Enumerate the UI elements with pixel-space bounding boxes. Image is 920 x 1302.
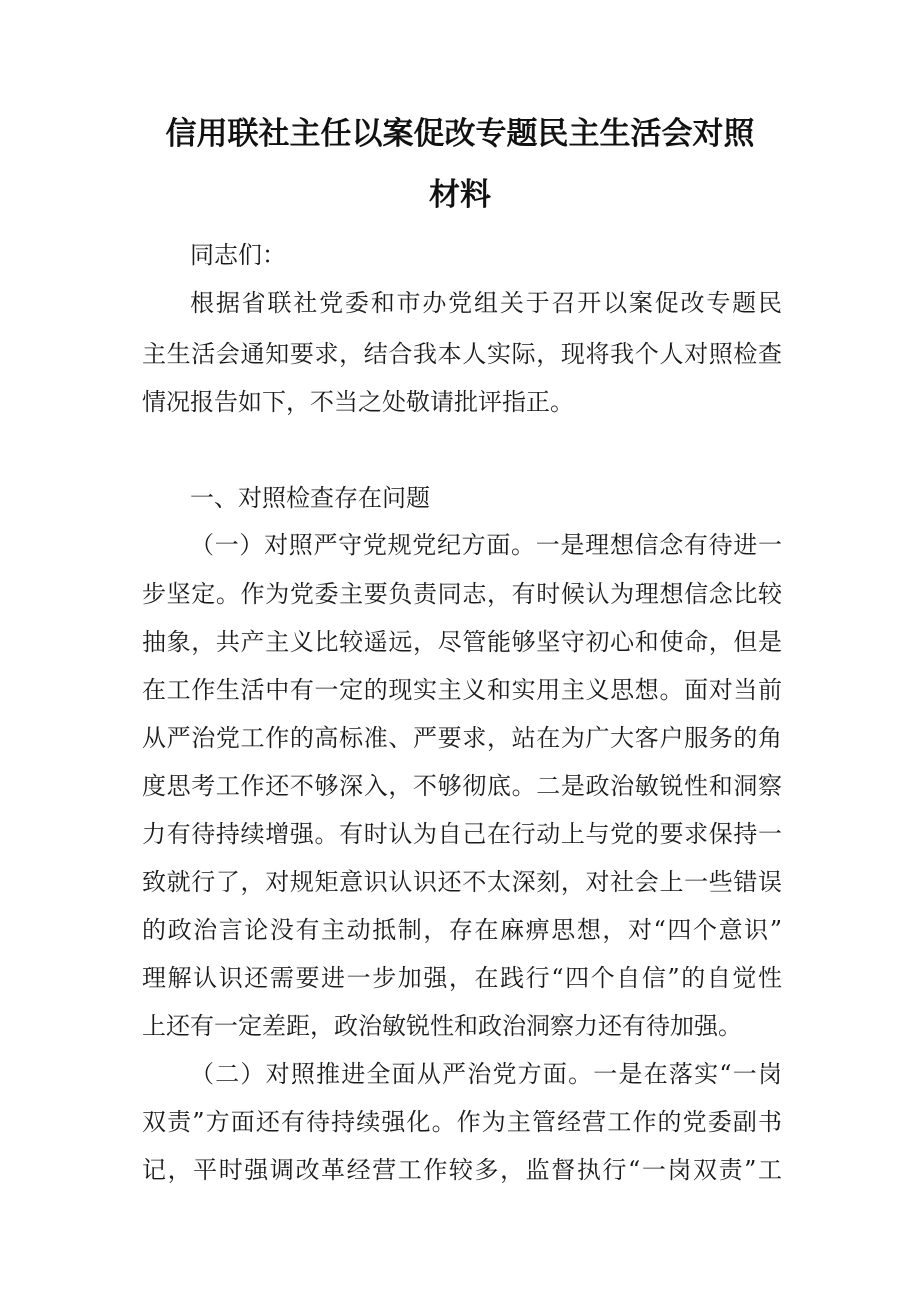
section2-line-3: 记，平时强调改革经营工作较多，监督执行“一岗双责”工	[142, 1156, 782, 1184]
intro-line-1: 根据省联社党委和市办党组关于召开以案促改专题民	[190, 289, 782, 317]
intro-line-3: 情况报告如下，不当之处敬请批评指正。	[142, 388, 574, 416]
section1-line-5: 从严治党工作的高标准、严要求，站在为广大客户服务的角	[142, 724, 782, 752]
section1-line-7: 力有待持续增强。有时认为自己在行动上与党的要求保持一	[142, 820, 782, 848]
document-title-line-1: 信用联社主任以案促改专题民主生活会对照	[165, 116, 755, 152]
intro-line-2: 主生活会通知要求，结合我本人实际，现将我个人对照检查	[142, 340, 782, 368]
section1-line-11: 上还有一定差距，政治敏锐性和政治洞察力还有待加强。	[142, 1012, 742, 1040]
section1-line-6: 度思考工作还不够深入，不够彻底。二是政治敏锐性和洞察	[142, 772, 782, 800]
section1-line-9: 的政治言论没有主动抵制，存在麻痹思想，对“四个意识”	[142, 916, 782, 944]
section2-line-1: （二）对照推进全面从严治党方面。一是在落实“一岗	[190, 1060, 782, 1088]
section1-line-10: 理解认识还需要进一步加强，在践行“四个自信”的自觉性	[142, 964, 782, 992]
section2-line-2: 双责”方面还有待持续强化。作为主管经营工作的党委副书	[142, 1108, 782, 1136]
section1-line-8: 致就行了，对规矩意识认识还不太深刻，对社会上一些错误	[142, 868, 782, 896]
section-heading: 一、对照检查存在问题	[190, 484, 430, 512]
section1-line-1: （一）对照严守党规党纪方面。一是理想信念有待进一	[190, 531, 782, 559]
section1-line-4: 在工作生活中有一定的现实主义和实用主义思想。面对当前	[142, 676, 782, 704]
salutation: 同志们：	[190, 241, 286, 269]
document-title-line-2: 材料	[429, 177, 491, 213]
section1-line-3: 抽象，共产主义比较遥远，尽管能够坚守初心和使命，但是	[142, 628, 782, 656]
section1-line-2: 步坚定。作为党委主要负责同志，有时候认为理想信念比较	[142, 580, 782, 608]
